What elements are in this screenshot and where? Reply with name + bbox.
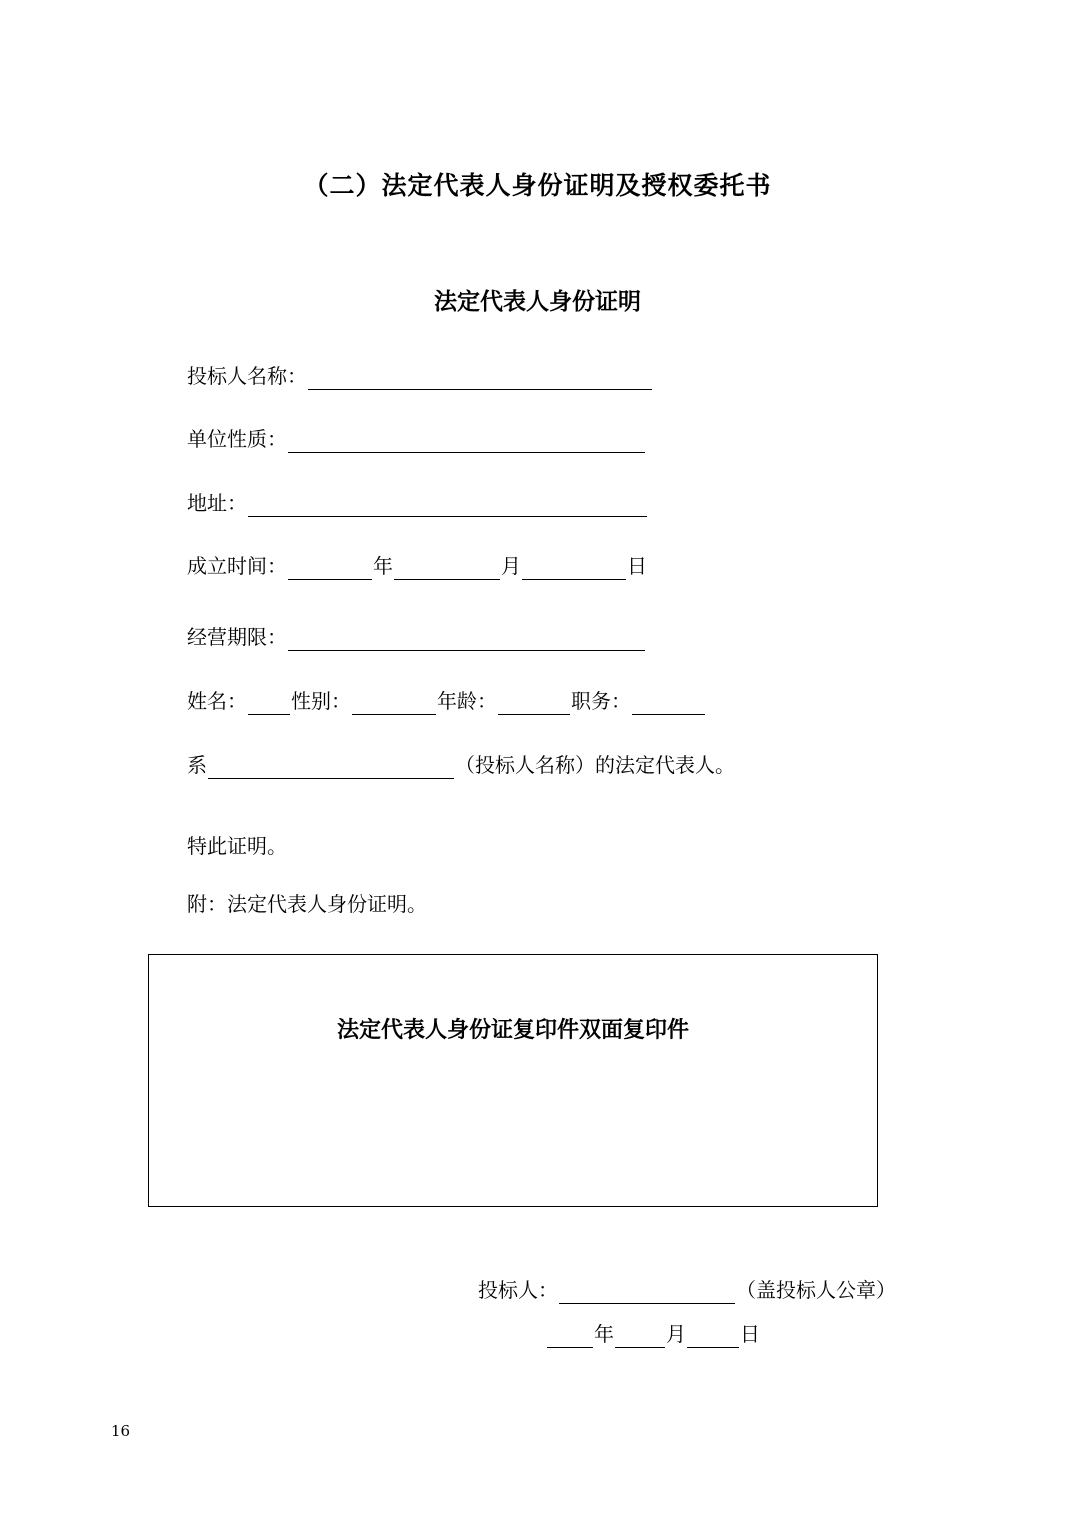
name-blank <box>248 692 290 715</box>
term-blank <box>288 628 645 651</box>
unit-nature-row <box>187 425 646 453</box>
established-label: 成立时间： <box>187 554 287 578</box>
term-label: 经营期限： <box>187 625 287 649</box>
is-prefix: 系 <box>187 753 207 777</box>
position-blank <box>632 692 705 715</box>
signature-date-row <box>546 1320 760 1348</box>
seal-label: （盖投标人公章） <box>736 1278 896 1302</box>
address-row <box>187 489 648 517</box>
is-suffix: （投标人名称）的法定代表人。 <box>455 753 735 777</box>
bidder-name-label: 投标人名称： <box>187 364 307 388</box>
sub-title: 法定代表人身份证明 <box>434 289 641 315</box>
main-title: （二）法定代表人身份证明及授权委托书 <box>303 171 772 200</box>
personal-info-row <box>187 687 706 715</box>
page-number: 16 <box>111 1422 131 1440</box>
address-blank <box>248 494 647 517</box>
age-label: 年龄： <box>437 689 497 713</box>
sign-day-label: 日 <box>740 1322 760 1346</box>
established-day-label: 日 <box>627 554 647 578</box>
name-label: 姓名： <box>187 689 247 713</box>
sign-year-blank <box>547 1325 593 1348</box>
age-blank <box>498 692 570 715</box>
certify-label: 特此证明。 <box>187 834 287 858</box>
signature-blank <box>559 1281 735 1304</box>
established-row <box>187 552 647 580</box>
signature-bidder-label: 投标人： <box>478 1278 558 1302</box>
certify-text <box>187 832 287 860</box>
sign-month-blank <box>615 1325 665 1348</box>
id-copy-box <box>148 954 878 1207</box>
sign-month-label: 月 <box>666 1322 686 1346</box>
term-row <box>187 623 646 651</box>
established-year-label: 年 <box>373 554 393 578</box>
established-day-blank <box>522 557 626 580</box>
established-month-label: 月 <box>501 554 521 578</box>
established-month-blank <box>394 557 500 580</box>
unit-nature-label: 单位性质： <box>187 427 287 451</box>
established-year-blank <box>288 557 372 580</box>
id-copy-box-text: 法定代表人身份证复印件双面复印件 <box>336 1018 689 1043</box>
sign-day-blank <box>687 1325 739 1348</box>
address-label: 地址： <box>187 491 247 515</box>
gender-label: 性别： <box>291 689 351 713</box>
attachment-text <box>187 890 427 918</box>
bidder-name-blank <box>308 367 652 390</box>
representative-row <box>187 751 735 779</box>
attachment-label: 附：法定代表人身份证明。 <box>187 892 427 916</box>
signature-row <box>478 1276 896 1304</box>
unit-nature-blank <box>288 430 645 453</box>
gender-blank <box>352 692 436 715</box>
sign-year-label: 年 <box>594 1322 614 1346</box>
bidder-name-row <box>187 362 653 390</box>
position-label: 职务： <box>571 689 631 713</box>
representative-blank <box>208 756 454 779</box>
